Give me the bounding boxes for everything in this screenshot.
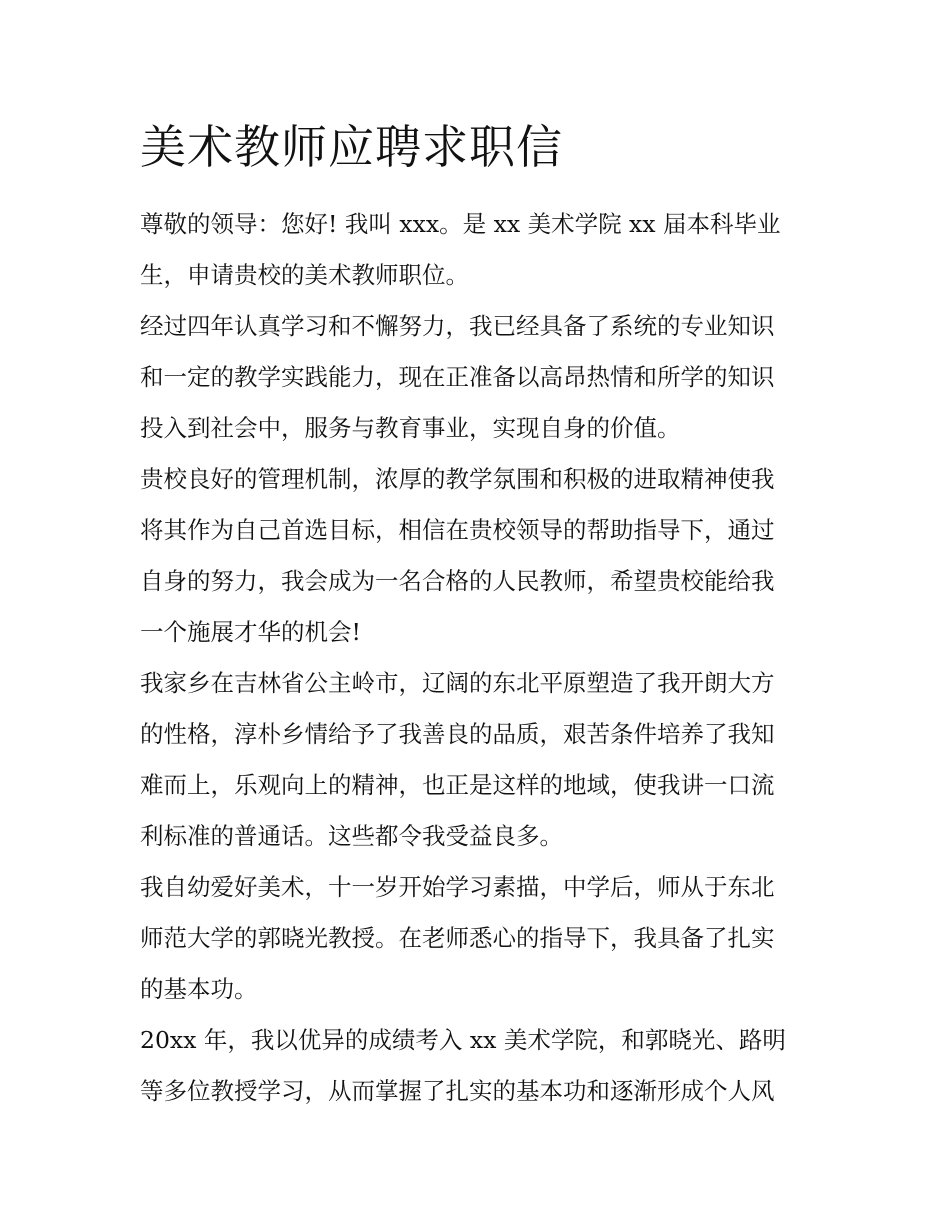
text-line: 投入到社会中，服务与教育事业，实现自身的价值。 — [140, 414, 681, 442]
text-line: 师范大学的郭晓光教授。在老师悉心的指导下，我具备了扎实 — [140, 924, 775, 952]
text-line: 20xx 年，我以优异的成绩考入 xx 美术学院，和郭晓光、路明 — [140, 1026, 786, 1054]
text-line: 我家乡在吉林省公主岭市，辽阔的东北平原塑造了我开朗大方 — [140, 669, 775, 697]
document-title: 美术教师应聘求职信 — [140, 120, 563, 174]
text-line: 自身的努力，我会成为一名合格的人民教师，希望贵校能给我 — [140, 567, 775, 595]
text-line: 等多位教授学习，从而掌握了扎实的基本功和逐渐形成个人风 — [140, 1077, 775, 1105]
text-line: 经过四年认真学习和不懈努力，我已经具备了系统的专业知识 — [140, 312, 775, 340]
document-body — [140, 202, 820, 1120]
text-line: 利标准的普通话。这些都令我受益良多。 — [140, 822, 563, 850]
text-line: 贵校良好的管理机制，浓厚的教学氛围和积极的进取精神使我 — [140, 465, 775, 493]
text-line: 我自幼爱好美术，十一岁开始学习素描，中学后，师从于东北 — [140, 873, 775, 901]
text-line: 一个施展才华的机会! — [140, 618, 361, 646]
text-line: 生，申请贵校的美术教师职位。 — [140, 261, 469, 289]
text-line: 尊敬的领导：您好! 我叫 xxx。是 xx 美术学院 xx 届本科毕业 — [140, 210, 781, 238]
text-line: 将其作为自己首选目标，相信在贵校领导的帮助指导下，通过 — [140, 516, 775, 544]
text-line: 的性格，淳朴乡情给予了我善良的品质，艰苦条件培养了我知 — [140, 720, 775, 748]
text-line: 难而上，乐观向上的精神，也正是这样的地域，使我讲一口流 — [140, 771, 775, 799]
text-line: 的基本功。 — [140, 975, 258, 1003]
text-line: 和一定的教学实践能力，现在正准备以高昂热情和所学的知识 — [140, 363, 775, 391]
